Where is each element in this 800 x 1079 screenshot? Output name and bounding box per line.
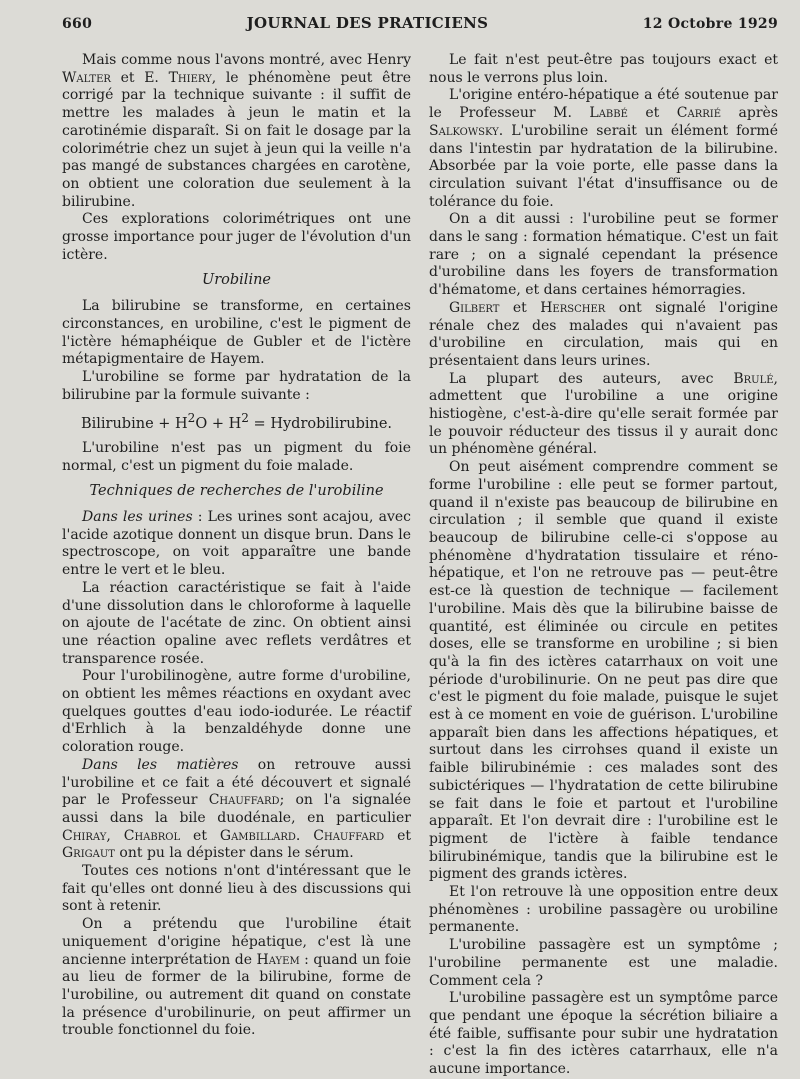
paragraph: Pour l'urobilinogène, autre forme d'urobiline, on obtient les mêmes réactions en oxydant avec quelques gouttes d'eau iodo-iodurée. Le réactif d'Erhlich à la benzaldéhyde donne une coloration rouge.: [62, 668, 411, 756]
paragraph: L'urobiline passagère est un symptôme ; l'urobiline permanente est une maladie. Comment cela ?: [429, 937, 778, 989]
paragraph: Dans les matières on retrouve aussi l'urobiline et ce fait a été découvert et signalé par le Professeur Chauffard; on l'a signalée aussi dans la bile duodénale, en particulier Chiray, Chabrol et Gambillard. Chauffard et Grigaut ont pu la dépister dans le sérum.: [62, 756, 411, 862]
paragraph: Et l'on retrouve là une opposition entre deux phénomènes : urobiline passagère ou urobiline permanente.: [429, 884, 778, 936]
author-name: Thiery: [168, 69, 212, 86]
paragraph: L'urobiline passagère est un symptôme parce que pendant une époque la sécrétion biliaire a été faible, suffisante pour subir une hydratation : c'est la fin des ictères catarrhaux, elle n'a aucune importance.: [429, 990, 778, 1078]
right-column: [429, 52, 778, 1079]
left-column: [62, 52, 411, 1079]
paragraph: Toutes ces notions n'ont d'intéressant que le fait qu'elles ont donné lieu à des discussions qui sont à retenir.: [62, 863, 411, 915]
paragraph: Dans les urines : Les urines sont acajou, avec l'acide azotique donnent un disque brun. Dans le spectroscope, on voit apparaître une bande entre le vert et le bleu.: [62, 509, 411, 579]
paragraph: L'urobiline se forme par hydratation de la bilirubine par la formule suivante :: [62, 368, 411, 403]
paragraph: La réaction caractéristique se fait à l'aide d'une dissolution dans le chloroforme à laquelle on ajoute de l'acétate de zinc. On obtient ainsi une réaction opaline avec reflets verdâtres et transparence rosée.: [62, 579, 411, 667]
paragraph: Gilbert et Herscher ont signalé l'origine rénale chez des malades qui n'avaient pas d'urobiline en circulation, mais qui en présentaient dans leurs urines.: [429, 299, 778, 369]
paragraph: On a prétendu que l'urobiline était uniquement d'origine hépatique, c'est là une ancienne interprétation de Hayem : quand un foie au lieu de former de la bilirubine, forme de l'urobiline, ou autrement dit quand on constate la présence d'urobilinurie, on peut affirmer un trouble fonctionnel du foie.: [62, 916, 411, 1039]
paragraph: Ces explorations colorimétriques ont une grosse importance pour juger de l'évolution d'un ictère.: [62, 211, 411, 263]
paragraph: La bilirubine se transforme, en certaines circonstances, en urobiline, c'est le pigment de l'ictère hémaphéique de Gubler et de l'ictère métapigmentaire de Hayem.: [62, 298, 411, 368]
section-heading-urobiline: Urobiline: [202, 272, 271, 289]
paragraph: La plupart des auteurs, avec Brulé, admettent que l'urobiline a une origine histiogène, c'est-à-dire qu'elle serait formée par le pouvoir réducteur des tissus il y aurait donc un phénomène général.: [429, 370, 778, 458]
author-name: Walter: [62, 69, 111, 86]
paragraph: Le fait n'est peut-être pas toujours exact et nous le verrons plus loin.: [429, 52, 778, 86]
page-number: 660: [62, 16, 93, 32]
page-header: [62, 14, 778, 38]
paragraph: On a dit aussi : l'urobiline peut se former dans le sang : formation hématique. C'est un fait rare ; on a signalé cependant la présence d'urobiline dans les foyers de transformation d'hématome, et dans certaines hémorragies.: [429, 211, 778, 299]
section-heading-techniques: Techniques de recherches de l'urobiline: [89, 483, 384, 500]
paragraph: L'urobiline n'est pas un pigment du foie normal, c'est un pigment du foie malade.: [62, 439, 411, 474]
chemical-formula: Bilirubine + $H^2O + H^2$ = Hydrobilirubine.: [80, 411, 393, 433]
paragraph: On peut aisément comprendre comment se forme l'urobiline : elle peut se former partout, quand il n'existe pas beaucoup de bilirubine en circulation ; il semble que quand il existe beaucoup de bilirubine celle-ci s'oppose au phénomène d'hydratation tissulaire et réno-hépatique, et l'on ne retrouve pas — peut-être est-ce là question de technique — facilement l'urobiline. Mais dès que la bilirubine baisse de quantité, est éliminée ou circule en petites doses, elle se transforme en urobiline ; si bien qu'à la fin des ictères catarrhaux on voit une période d'urobilinurie. On ne peut pas dire que c'est le pigment du foie malade, puisque le sujet est à ce moment en voie de guérison. L'urobiline apparaît bien dans les affections hépatiques, et surtout dans les cirrohses quand il existe un faible bilirubinémie : ces malades sont des subictériques — l'hydratation de cette bilirubine se fait dans le foie et partout et l'urobiline apparaît. Et l'on devrait dire : l'urobiline est le pigment de l'ictère à faible tendance bilirubinémique, tandis que la bilirubine est le pigment des grands ictères.: [429, 459, 778, 883]
paragraph: Mais comme nous l'avons montré, avec Henry Walter et E. Thiery, le phénomène peut être corrigé par la technique suivante : il suffit de mettre les malades à jeun le matin et la carotinémie disparaît. Si on fait le dosage par la colorimétrie chez un sujet à jeun qui la veille n'a pas mangé de substances chargées en carotène, on obtient une coloration due seulement à la bilirubine.: [62, 52, 411, 210]
paragraph: L'origine entéro-hépatique a été soutenue par le Professeur M. Labbé et Carrié après Salkowsky. L'urobiline serait un élément formé dans l'intestin par hydratation de la bilirubine. Absorbée par la voie porte, elle passe dans la circulation suivant l'état d'insuffisance ou de tolérance du foie.: [429, 87, 779, 210]
article-columns: [62, 52, 778, 1079]
issue-date: 12 Octobre 1929: [642, 16, 778, 32]
journal-title: JOURNAL DES PRATICIENS: [246, 14, 489, 32]
